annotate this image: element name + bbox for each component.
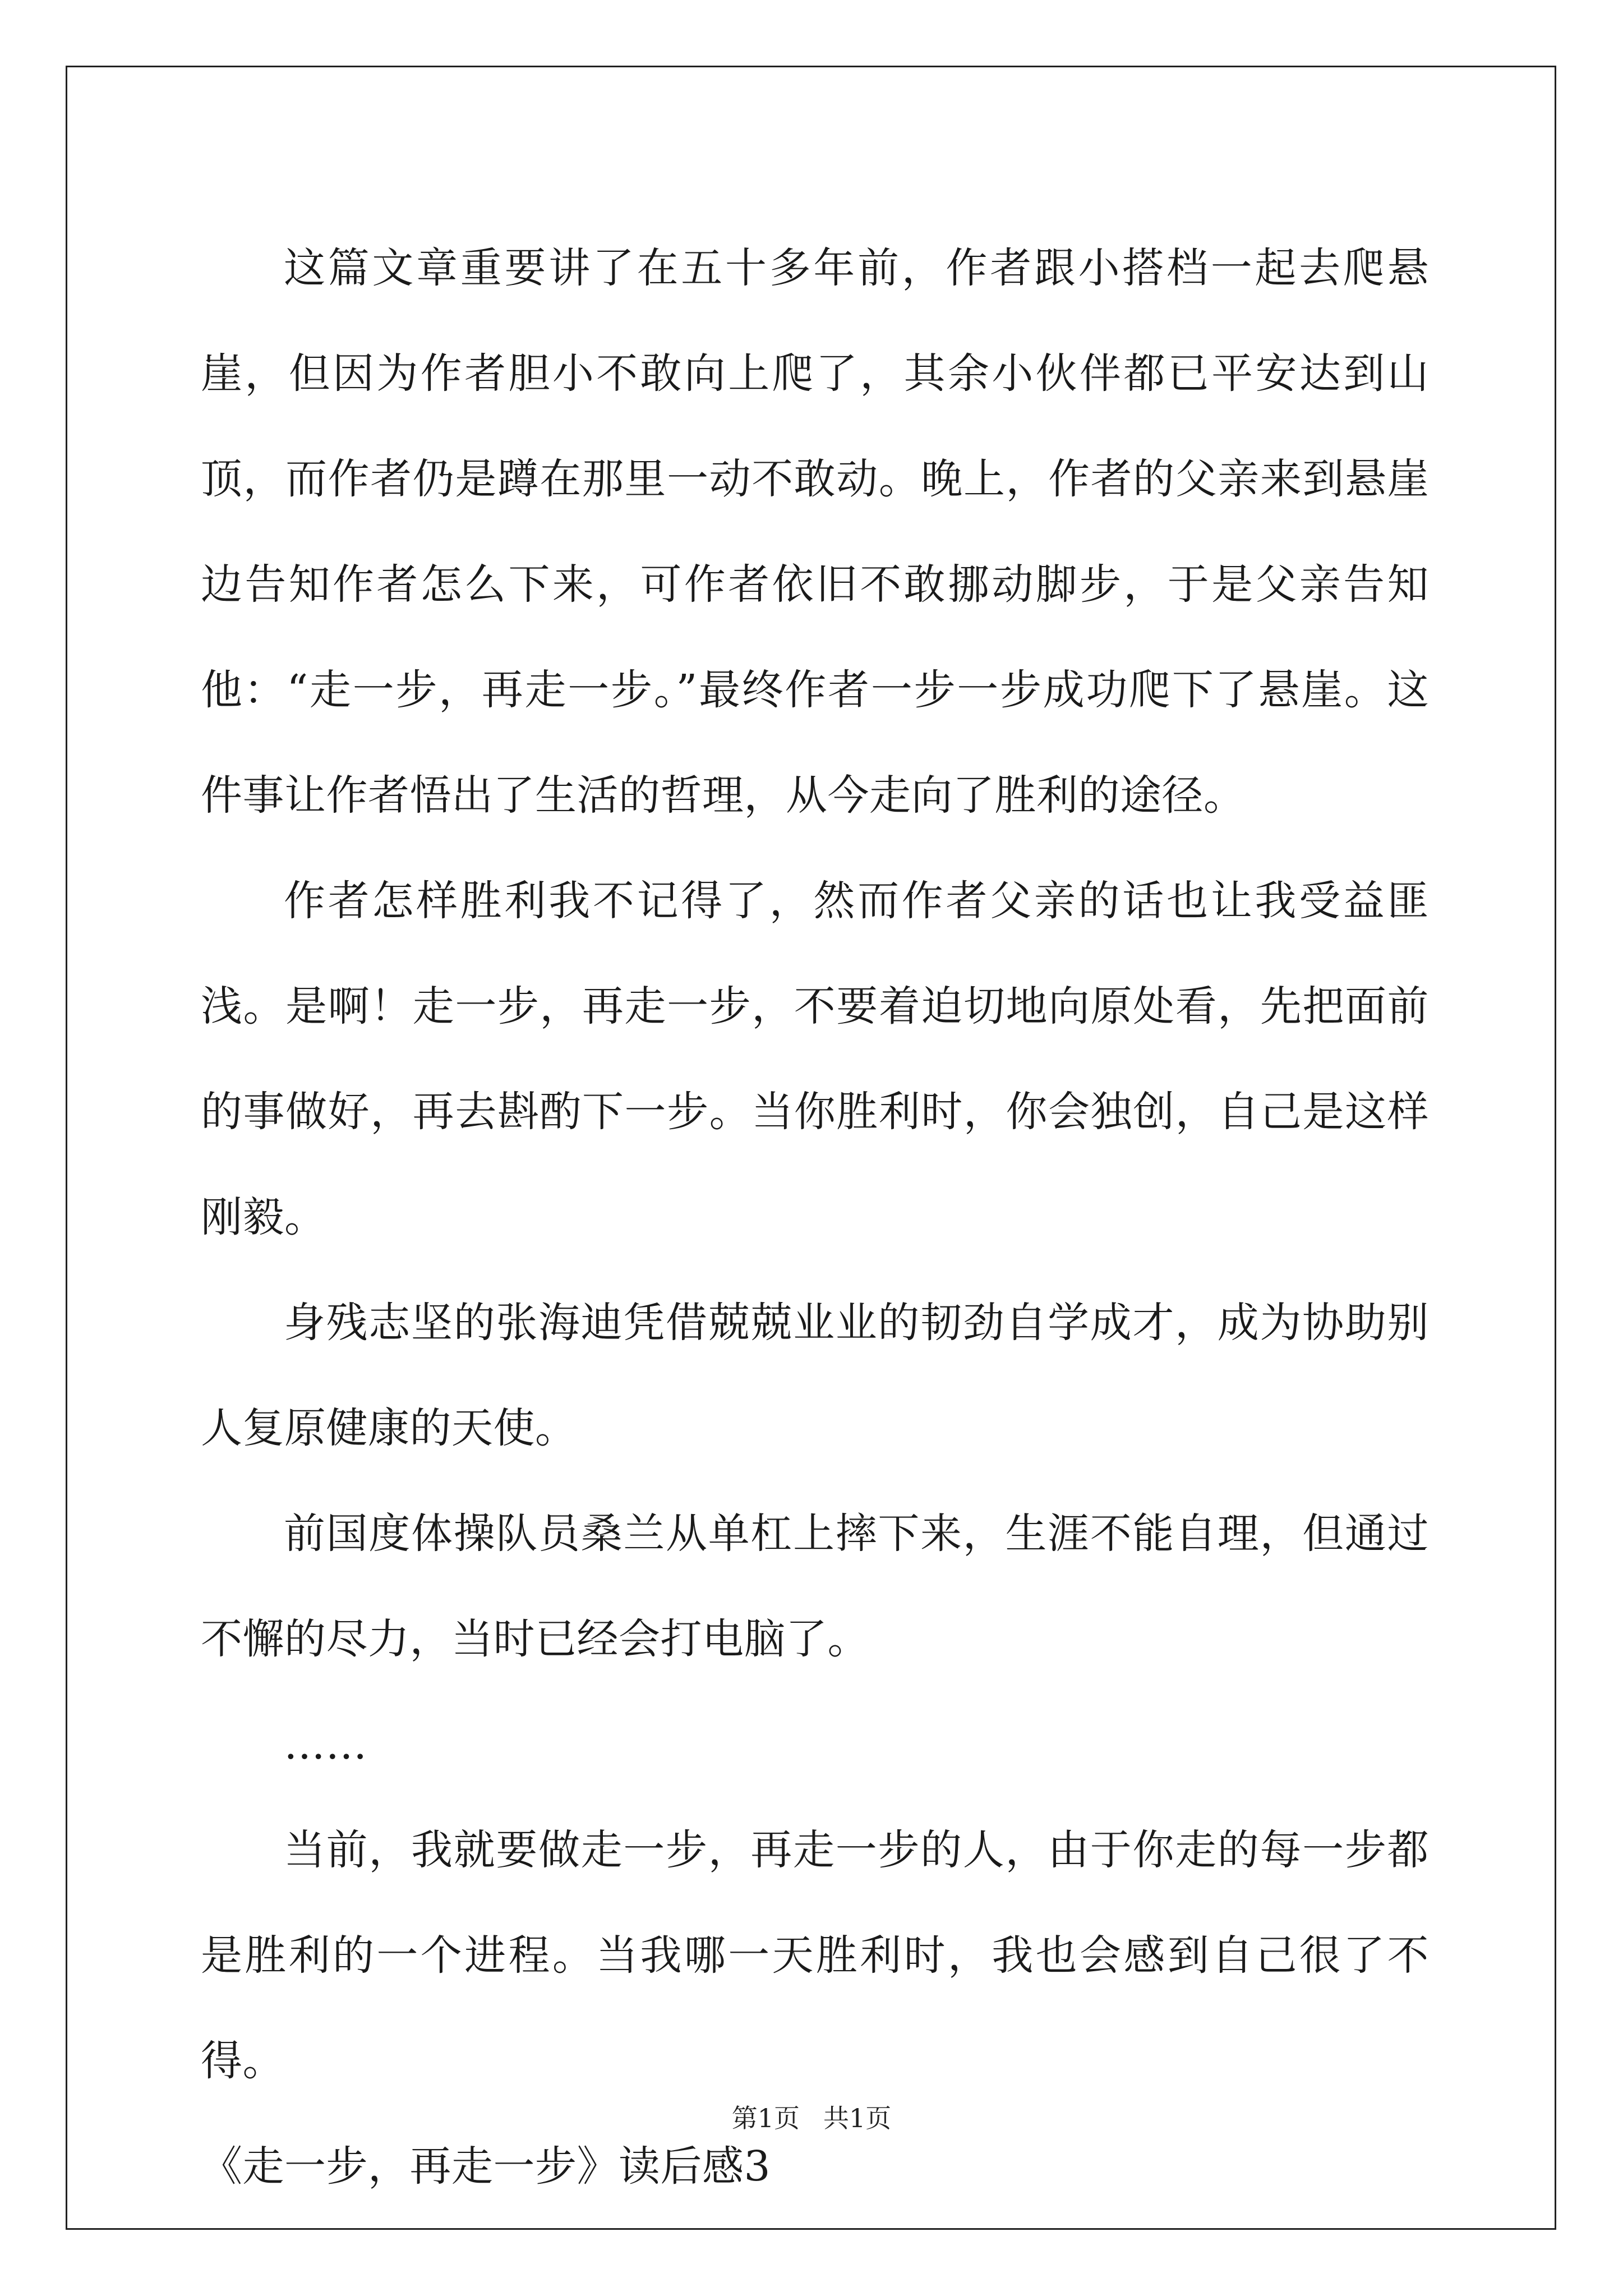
document-body [201, 215, 1429, 2219]
page-footer [0, 2101, 1623, 2135]
paragraph-example-zhang-haidi: 身残志坚的张海迪凭借兢兢业业的韧劲自学成才，成为协助别人复原健康的天使。 [201, 1299, 1429, 1452]
page-number: 第1页 [731, 2103, 800, 2133]
paragraph-ellipsis: …… [284, 1720, 367, 1769]
paragraph-conclusion: 当前，我就要做走一步，再走一步的人，由于你走的每一步都是胜利的一个进程。当我哪一天胜利时，我也会感到自己很了不得。 [201, 1826, 1429, 2085]
paragraph-example-sang-lan: 前国度体操队员桑兰从单杠上摔下来，生涯不能自理，但通过不懈的尽力，当时已经会打电脑了。 [201, 1510, 1429, 1663]
page-total: 共1页 [823, 2103, 892, 2133]
paragraph-reflection: 作者怎样胜利我不记得了，然而作者父亲的话也让我受益匪浅。是啊！走一步，再走一步，不要着迫切地向原处看，先把面前的事做好，再去斟酌下一步。当你胜利时，你会独创，自己是这样刚毅。 [201, 877, 1429, 1241]
section-heading: 《走一步，再走一步》读后感3 [201, 2142, 771, 2191]
paragraph-summary: 这篇文章重要讲了在五十多年前，作者跟小搭档一起去爬悬崖，但因为作者胆小不敢向上爬了，其余小伙伴都已平安达到山顶，而作者仍是蹲在那里一动不敢动。晚上，作者的父亲来到悬崖边告知作者怎么下来，可作者依旧不敢挪动脚步，于是父亲告知他：“走一步，再走一步。”最终作者一步一步成功爬下了悬崖。这件事让作者悟出了生活的哲理，从今走向了胜利的途径。 [201, 244, 1429, 820]
